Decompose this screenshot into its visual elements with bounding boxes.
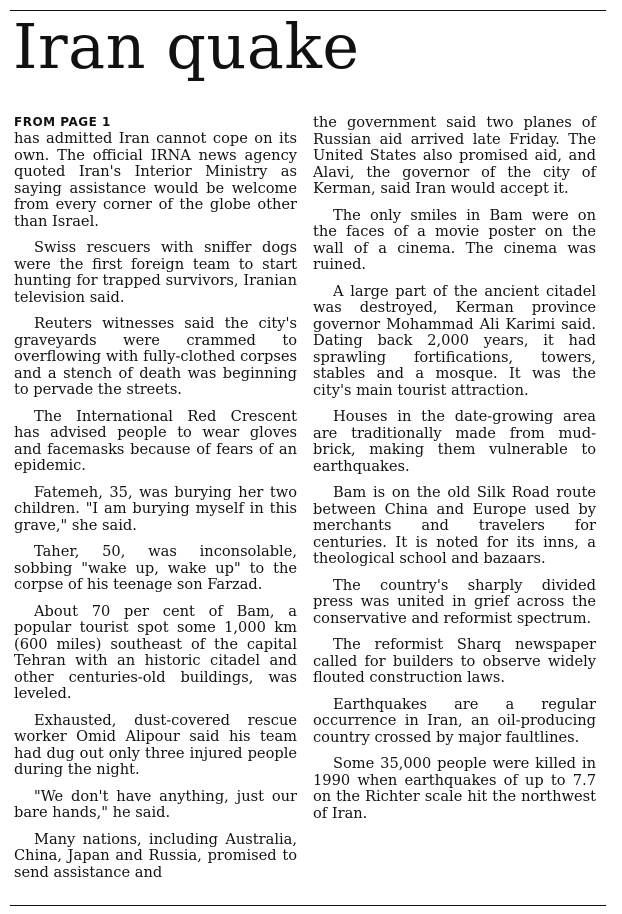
headline: Iran quake xyxy=(13,10,360,83)
continuation-label: FROM PAGE 1 xyxy=(14,115,111,129)
paragraph: The only smiles in Bam were on the faces of a movie poster on the wall of a cinema. The cinema was ruined. xyxy=(313,206,596,273)
left-column xyxy=(14,115,297,891)
paragraph: A large part of the ancient citadel was destroyed, Kerman province governor Mohammad Ali Karimi said. Dating back 2,000 years, it had sprawling fortifications, towers, stables and a mosque. It was the city's main tourist attraction. xyxy=(313,282,596,399)
paragraph: Houses in the date-growing area are traditionally made from mud-brick, making them vulnerable to earthquakes. xyxy=(313,408,596,475)
paragraph: has admitted Iran cannot cope on its own. The official IRNA news agency quoted Iran's Interior Ministry as saying assistance would be welcome from every corner of the globe other than Israel. xyxy=(14,130,297,230)
paragraph: the government said two planes of Russian aid arrived late Friday. The United States also promised aid, and Alavi, the governor of the city of Kerman, said Iran would accept it. xyxy=(313,114,596,197)
bottom-rule xyxy=(10,905,606,906)
paragraph: The International Red Crescent has advised people to wear gloves and facemasks because of fears of an epidemic. xyxy=(14,407,297,474)
paragraph: Many nations, including Australia, China, Japan and Russia, promised to send assistance and xyxy=(14,830,297,881)
paragraph: About 70 per cent of Bam, a popular tourist spot some 1,000 km (600 miles) southeast of the capital Tehran with an historic citadel and other centuries-old buildings, was leveled. xyxy=(14,602,297,702)
paragraph: Bam is on the old Silk Road route between China and Europe used by merchants and travelers for centuries. It is noted for its inns, a theological school and bazaars. xyxy=(313,484,596,567)
paragraph: "We don't have anything, just our bare hands," he said. xyxy=(14,787,297,821)
paragraph: Taher, 50, was inconsolable, sobbing "wake up, wake up" to the corpse of his teenage son Farzad. xyxy=(14,543,297,593)
paragraph: The reformist Sharq newspaper called for builders to observe widely flouted construction laws. xyxy=(313,636,596,686)
paragraph: Some 35,000 people were killed in 1990 when earthquakes of up to 7.7 on the Richter scale hit the northwest of Iran. xyxy=(313,755,596,822)
paragraph: Swiss rescuers with sniffer dogs were the first foreign team to start hunting for trapped survivors, Iranian television said. xyxy=(14,239,297,306)
paragraph: Reuters witnesses said the city's graveyards were crammed to overflowing with fully-clothed corpses and a stench of death was beginning to pervade the streets. xyxy=(14,315,297,398)
right-column xyxy=(313,115,596,832)
paragraph: The country's sharply divided press was united in grief across the conservative and reformist spectrum. xyxy=(313,576,596,627)
paragraph: Fatemeh, 35, was burying her two children. "I am burying myself in this grave," she said. xyxy=(14,483,297,534)
paragraph: Earthquakes are a regular occurrence in Iran, an oil-producing country crossed by major faultlines. xyxy=(313,695,596,746)
paragraph: Exhausted, dust-covered rescue worker Omid Alipour said his team had dug out only three injured people during the night. xyxy=(14,711,297,778)
